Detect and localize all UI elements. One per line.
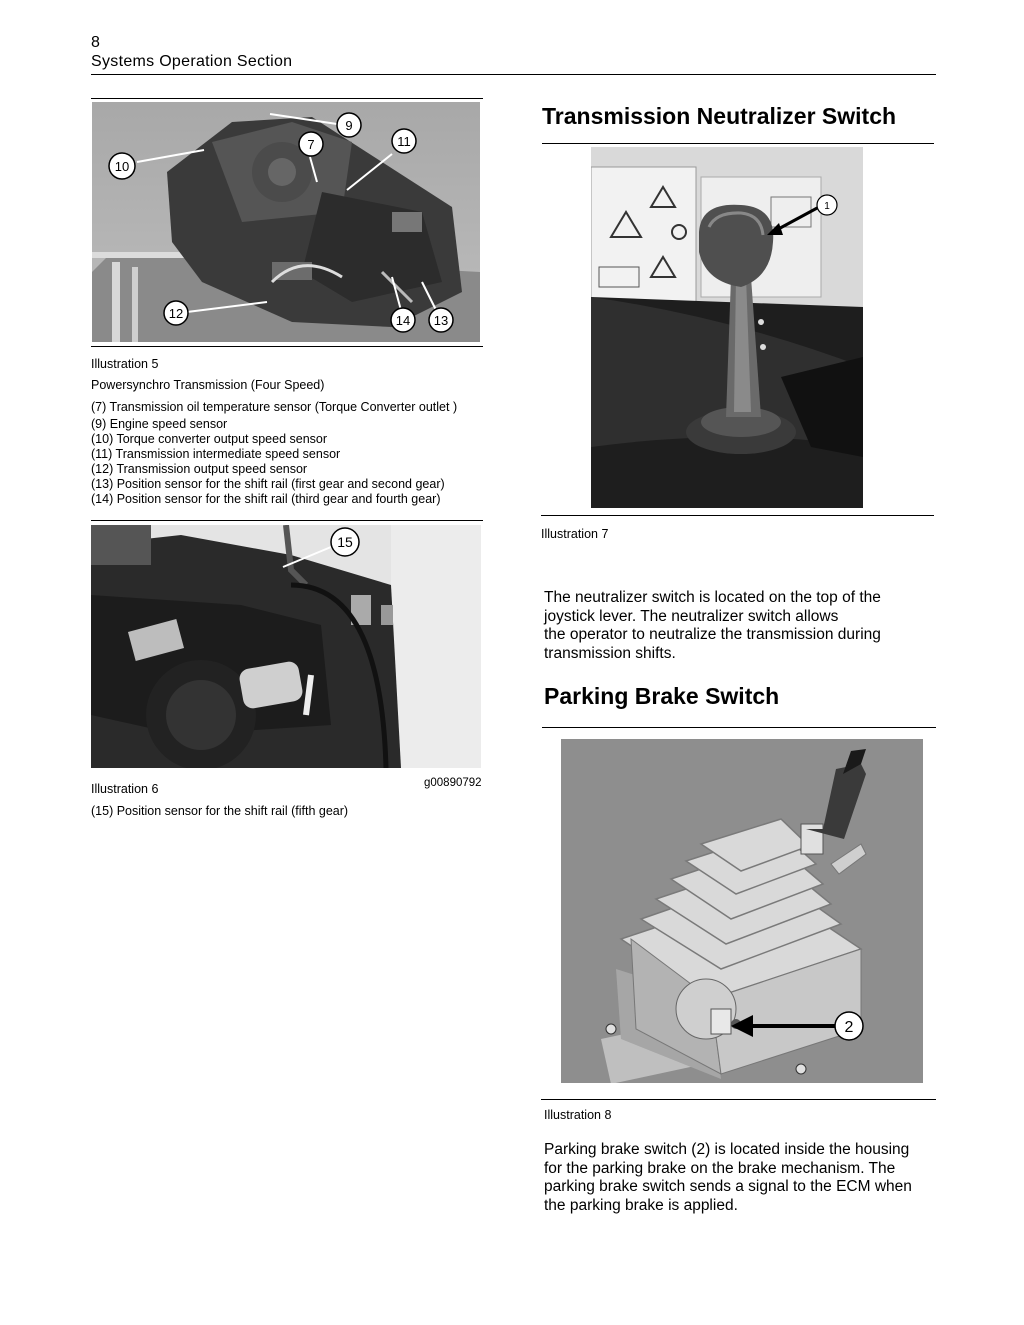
illustration8-photo bbox=[561, 739, 923, 1083]
legend-item-13: (13) Position sensor for the shift rail (first gear and second gear) bbox=[91, 477, 445, 491]
illustration6-photo bbox=[91, 525, 481, 768]
illustration6-code: g00890792 bbox=[424, 777, 482, 789]
neutralizer-paragraph bbox=[544, 589, 881, 663]
legend-item-12: (12) Transmission output speed sensor bbox=[91, 462, 308, 476]
callout-11-label: 11 bbox=[397, 134, 411, 149]
illustration6-legend-item-15: (15) Position sensor for the shift rail (fifth gear) bbox=[91, 804, 349, 818]
illustration7-photo bbox=[591, 147, 863, 508]
legend-item-10: (10) Torque converter output speed sensor bbox=[91, 432, 328, 446]
neutralizer-line-4: transmission shifts. bbox=[544, 644, 676, 662]
parking-heading-rule bbox=[542, 727, 936, 728]
illustration5-label: Illustration 5 bbox=[91, 357, 159, 371]
parking-line-2: for the parking brake on the brake mechanism. The bbox=[544, 1159, 896, 1177]
section-title: Systems Operation Section bbox=[91, 53, 293, 70]
illustration5-legend bbox=[91, 400, 457, 507]
neutralizer-line-2: joystick lever. The neutralizer switch allows bbox=[544, 607, 839, 625]
callout-14-label: 14 bbox=[395, 313, 411, 328]
callout-15-label: 15 bbox=[337, 534, 353, 550]
callout-7-label: 7 bbox=[307, 137, 315, 152]
illustration5-title: Powersynchro Transmission (Four Speed) bbox=[91, 378, 325, 392]
legend-item-14: (14) Position sensor for the shift rail (third gear and fourth gear) bbox=[91, 492, 441, 506]
callout-9-label: 9 bbox=[345, 118, 353, 133]
callout-1-label: 1 bbox=[824, 201, 830, 212]
callout-12-label: 12 bbox=[168, 306, 184, 321]
parking-paragraph bbox=[544, 1141, 912, 1215]
figure6-top-rule bbox=[91, 520, 483, 521]
neutralizer-line-3: the operator to neutralize the transmission during bbox=[544, 626, 881, 643]
figure8-bottom-rule bbox=[541, 1099, 936, 1100]
header-rule bbox=[91, 74, 936, 75]
parking-line-3: parking brake switch sends a signal to the ECM when bbox=[544, 1178, 912, 1195]
parking-heading: Parking Brake Switch bbox=[544, 683, 780, 709]
figure7-bottom-rule bbox=[541, 515, 934, 516]
illustration8-label: Illustration 8 bbox=[544, 1108, 612, 1122]
neutralizer-heading: Transmission Neutralizer Switch bbox=[542, 103, 897, 129]
callout-13-label: 13 bbox=[433, 313, 449, 328]
callout-2-label: 2 bbox=[844, 1019, 854, 1036]
parking-line-4: the parking brake is applied. bbox=[544, 1196, 738, 1214]
neutralizer-heading-rule bbox=[542, 143, 934, 144]
legend-item-9: (9) Engine speed sensor bbox=[91, 417, 228, 431]
illustration6-label: Illustration 6 bbox=[91, 782, 159, 796]
legend-item-11: (11) Transmission intermediate speed sensor bbox=[91, 447, 341, 461]
figure5-bottom-rule bbox=[91, 346, 483, 347]
callout-10-label: 10 bbox=[114, 159, 130, 174]
page-number: 8 bbox=[91, 34, 100, 51]
illustration5-photo bbox=[92, 102, 480, 342]
illustration7-label: Illustration 7 bbox=[541, 527, 609, 541]
legend-item-7: (7) Transmission oil temperature sensor (Torque Converter outlet ) bbox=[91, 400, 458, 414]
parking-line-1: Parking brake switch (2) is located inside the housing bbox=[544, 1141, 910, 1158]
neutralizer-line-1: The neutralizer switch is located on the top of the bbox=[544, 589, 881, 606]
figure5-top-rule bbox=[91, 98, 483, 99]
